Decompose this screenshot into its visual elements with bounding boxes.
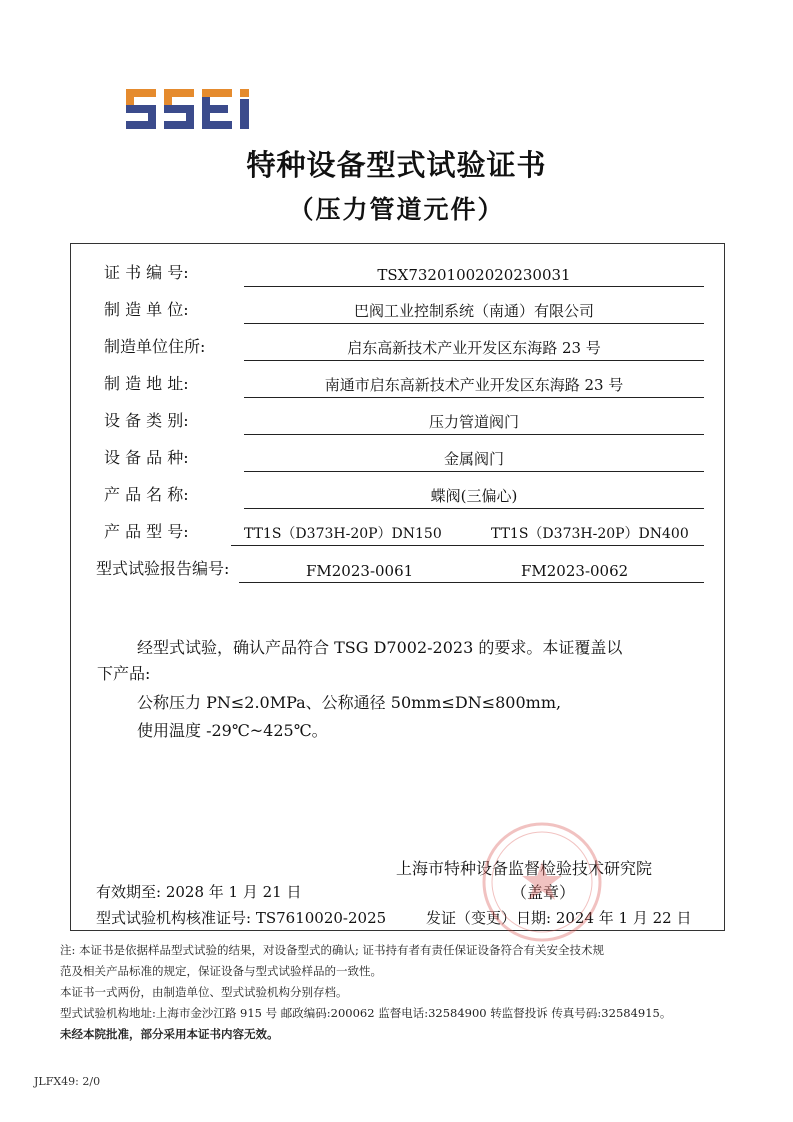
field-label: 产 品 型 号: [104,522,189,541]
field-underline [244,397,704,398]
field-underline [244,508,704,509]
issue-date: 发证（变更）日期: 2024 年 1 月 22 日 [426,909,692,927]
body-line-4: 使用温度 -29℃~425℃。 [137,721,328,740]
official-seal [478,818,606,946]
field-label: 型式试验报告编号: [96,559,230,578]
certificate-subtitle: （压力管道元件） [288,195,505,224]
issuer-name: 上海市特种设备监督检验技术研究院 [396,859,653,878]
field-value: 启东高新技术产业开发区东海路 23 号 [347,339,601,357]
field-label: 证 书 编 号: [104,263,189,282]
field-row-equipment-category [71,405,724,435]
field-label: 制 造 单 位: [104,300,189,319]
note-line-1: 注: 本证书是依据样品型式试验的结果，对设备型式的确认; 证书持有者有责任保证设备符合有关安全技术规 [60,943,605,957]
field-underline [244,360,704,361]
body-line-3: 公称压力 PN≤2.0MPa、公称通径 50mm≤DN≤800mm, [137,693,562,712]
field-row-cert-no [71,257,724,287]
body-line-2: 下产品: [97,664,151,683]
certificate-title: 特种设备型式试验证书 [246,148,547,182]
field-label: 设 备 类 别: [104,411,189,430]
model-value-2: TT1S（D373H-20P）DN400 [491,526,689,542]
report-value-2: FM2023-0062 [521,562,629,580]
approval-number: 型式试验机构核准证号: TS7610020-2025 [96,909,387,927]
model-value-1: TT1S（D373H-20P）DN150 [244,526,442,542]
form-code: JLFX49: 2/0 [34,1075,101,1088]
field-underline [239,582,704,583]
field-underline [244,323,704,324]
field-underline [231,545,704,546]
field-label: 制 造 地 址: [104,374,189,393]
issuer-seal: （盖章） [511,883,576,902]
field-value: 巴阀工业控制系统（南通）有限公司 [353,302,594,320]
note-line-4: 型式试验机构地址:上海市金沙江路 915 号 邮政编码:200062 监督电话:32584900 转监督投诉 传真号码:32584915。 [60,1006,672,1020]
field-row-manufacturing-address [71,368,724,398]
field-value: 南通市启东高新技术产业开发区东海路 23 号 [324,376,624,394]
field-row-manufacturer-residence [71,331,724,361]
certificate-frame [70,243,725,931]
field-label: 产 品 名 称: [104,485,189,504]
field-underline [244,286,704,287]
note-line-2: 范及相关产品标准的规定，保证设备与型式试验样品的一致性。 [60,964,382,978]
field-value: TSX73201002020230031 [377,266,571,284]
note-line-3: 本证书一式两份，由制造单位、型式试验机构分别存档。 [60,985,348,999]
validity-date: 有效期至: 2028 年 1 月 21 日 [96,883,302,901]
field-underline [244,434,704,435]
field-label: 设 备 品 种: [104,448,189,467]
field-value: 金属阀门 [443,450,504,468]
ssei-logo [126,89,262,129]
field-value: 压力管道阀门 [428,413,519,431]
field-label: 制造单位住所: [104,337,206,356]
field-row-report-no [71,553,724,583]
field-underline [244,471,704,472]
field-row-manufacturer [71,294,724,324]
body-line-1: 经型式试验，确认产品符合 TSG D7002-2023 的要求。本证覆盖以 [137,638,623,657]
note-line-5: 未经本院批准，部分采用本证书内容无效。 [60,1027,279,1041]
field-value: 蝶阀(三偏心) [430,487,518,505]
field-row-product-name [71,479,724,509]
field-row-equipment-variety [71,442,724,472]
field-row-product-model [71,516,724,546]
report-value-1: FM2023-0061 [306,562,414,580]
